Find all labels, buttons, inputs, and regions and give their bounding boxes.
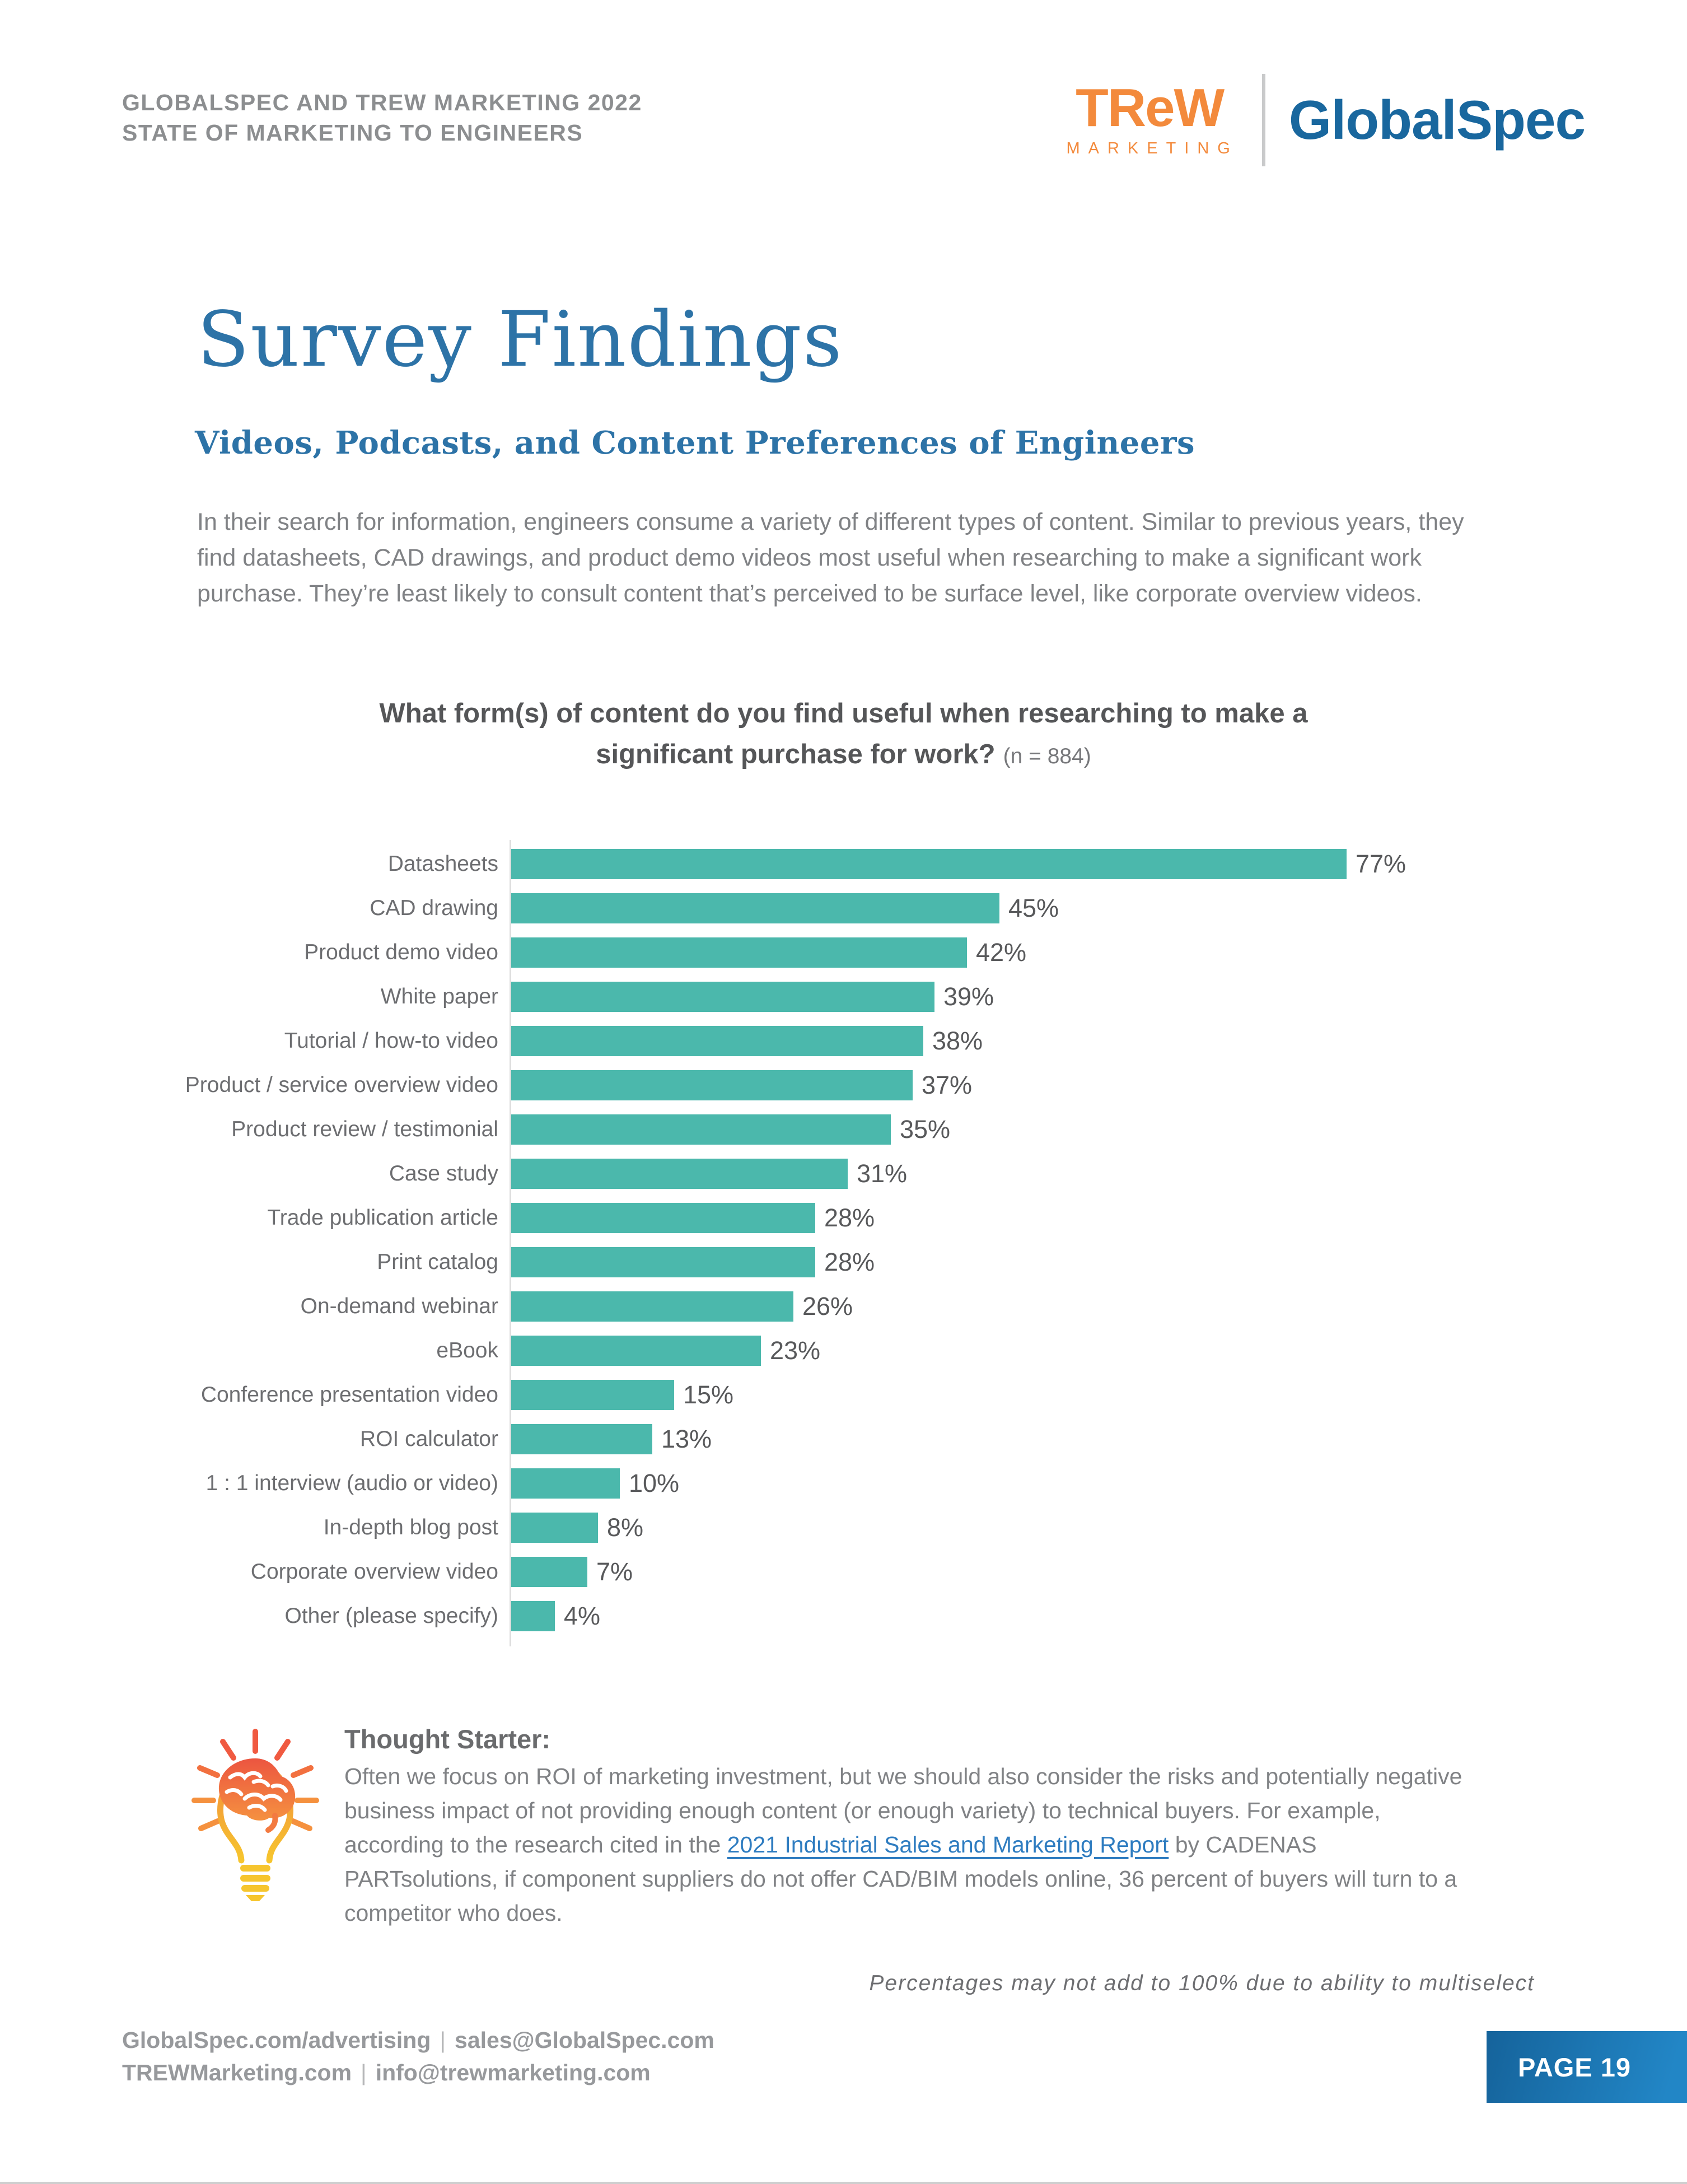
bar-value-label: 77% bbox=[1356, 849, 1406, 878]
bar-track bbox=[510, 1557, 633, 1587]
trew-wordmark: TReW bbox=[1076, 78, 1224, 138]
bar-category-label: White paper bbox=[380, 984, 498, 1009]
chart-row bbox=[175, 1196, 1575, 1240]
bar-category-label: On-demand webinar bbox=[300, 1294, 498, 1318]
bar bbox=[511, 1026, 923, 1056]
chart-row bbox=[175, 1461, 1575, 1505]
chart-row bbox=[175, 974, 1575, 1019]
bar-track bbox=[510, 982, 994, 1012]
bar-value-label: 35% bbox=[900, 1114, 951, 1144]
chart-row bbox=[175, 1107, 1575, 1151]
bar bbox=[511, 1336, 761, 1366]
bar-value-label: 13% bbox=[661, 1424, 712, 1453]
bar-track bbox=[510, 1601, 600, 1631]
bar bbox=[511, 1513, 598, 1543]
bar-chart bbox=[175, 840, 1575, 1649]
bar-category-label: Tutorial / how-to video bbox=[284, 1028, 498, 1053]
globalspec-advertising-link[interactable]: GlobalSpec.com/advertising bbox=[122, 2027, 431, 2053]
intro-paragraph: In their search for information, engineers consume a variety of different types of content. Similar to previous years, they find datasheets, CAD drawings, and product demo videos most useful when researching to make a significant work purchase. They’re least likely to consult content that’s perceived to be surface level, like corporate overview videos. bbox=[197, 508, 1464, 607]
chart-title-line2-text: significant purchase for work? bbox=[596, 739, 996, 769]
bar bbox=[511, 1247, 815, 1277]
bar-value-label: 38% bbox=[932, 1026, 983, 1055]
globalspec-logo: GlobalSpec bbox=[1288, 89, 1585, 151]
bar-track bbox=[510, 1114, 950, 1145]
bar-value-label: 23% bbox=[770, 1336, 821, 1365]
bar-category-label: Conference presentation video bbox=[200, 1382, 498, 1407]
chart-row bbox=[175, 1284, 1575, 1328]
bar-track bbox=[510, 1513, 643, 1543]
bar-value-label: 45% bbox=[1008, 893, 1059, 922]
bar-track bbox=[510, 1424, 712, 1454]
bar-value-label: 7% bbox=[596, 1557, 633, 1586]
bar-value-label: 28% bbox=[824, 1247, 875, 1276]
chart-title bbox=[0, 693, 1687, 777]
thought-starter-text-after: by CADENAS PARTsolutions, if component suppliers do not offer CAD/BIM models online, 36 percent of buyers will turn to a competitor who does. bbox=[344, 1832, 1457, 1926]
bar-category-label: Other (please specify) bbox=[284, 1603, 498, 1628]
bar-track bbox=[510, 1247, 875, 1277]
bar-track bbox=[510, 849, 1406, 879]
brain-shape bbox=[219, 1758, 295, 1830]
trew-marketing-label: MARKETING bbox=[1066, 139, 1239, 157]
report-header-line1: GLOBALSPEC AND TREW MARKETING 2022 bbox=[122, 90, 642, 115]
footer-line1 bbox=[122, 2024, 714, 2056]
footer-links bbox=[122, 2024, 714, 2089]
chart-axis-line bbox=[510, 840, 511, 1646]
page-subtitle: Videos, Podcasts, and Content Preferences of Engineers bbox=[195, 424, 1195, 461]
chart-row bbox=[175, 1019, 1575, 1063]
report-header-line2: STATE OF MARKETING TO ENGINEERS bbox=[122, 120, 583, 146]
bar bbox=[511, 1070, 913, 1100]
bar-value-label: 42% bbox=[976, 937, 1027, 967]
thought-starter-heading: Thought Starter: bbox=[344, 1724, 551, 1754]
page-number-label: PAGE 19 bbox=[1518, 2052, 1632, 2082]
lightbulb-brain-icon bbox=[190, 1726, 320, 1903]
globalspec-sales-email-link[interactable]: sales@GlobalSpec.com bbox=[455, 2027, 714, 2053]
bar-value-label: 37% bbox=[922, 1070, 973, 1099]
bar-value-label: 26% bbox=[802, 1291, 853, 1320]
bar bbox=[511, 1291, 793, 1322]
bar-category-label: Print catalog bbox=[377, 1249, 498, 1274]
trew-marketing-logo bbox=[1060, 78, 1239, 158]
bar-track bbox=[510, 1468, 679, 1499]
bar-value-label: 31% bbox=[857, 1159, 908, 1188]
trewmarketing-email-link[interactable]: info@trewmarketing.com bbox=[375, 2060, 651, 2085]
chart-row bbox=[175, 1417, 1575, 1461]
sample-size-note: (n = 884) bbox=[1003, 744, 1091, 768]
logo-block bbox=[1060, 74, 1585, 166]
bar-track bbox=[510, 1203, 875, 1233]
report-header bbox=[122, 87, 642, 148]
bar-value-label: 8% bbox=[607, 1513, 644, 1542]
bar-category-label: Product review / testimonial bbox=[231, 1117, 498, 1141]
bar-category-label: In-depth blog post bbox=[323, 1515, 498, 1539]
thought-starter-body bbox=[344, 1760, 1464, 1930]
bar-track bbox=[510, 1291, 853, 1322]
bar-category-label: Product demo video bbox=[304, 940, 498, 964]
chart-row bbox=[175, 1550, 1575, 1594]
bar bbox=[511, 982, 934, 1012]
footer-line2 bbox=[122, 2056, 714, 2089]
chart-row bbox=[175, 1240, 1575, 1284]
bar-value-label: 10% bbox=[629, 1468, 680, 1497]
page-title: Survey Findings bbox=[197, 296, 843, 384]
bar-category-label: Corporate overview video bbox=[250, 1559, 498, 1584]
bar bbox=[511, 937, 967, 968]
bar-track bbox=[510, 1159, 907, 1189]
bar bbox=[511, 893, 999, 923]
bar-category-label: Datasheets bbox=[387, 851, 498, 876]
footer-separator: | bbox=[440, 2027, 446, 2053]
trewmarketing-link[interactable]: TREWMarketing.com bbox=[122, 2060, 352, 2085]
bar bbox=[511, 1159, 848, 1189]
bar bbox=[511, 1380, 674, 1410]
bar bbox=[511, 1557, 587, 1587]
bar-track bbox=[510, 1380, 733, 1410]
chart-footnote: Percentages may not add to 100% due to ability to multiselect bbox=[869, 1971, 1535, 1995]
bar-category-label: 1 : 1 interview (audio or video) bbox=[205, 1471, 498, 1495]
bar-category-label: Trade publication article bbox=[267, 1205, 498, 1230]
bar-track bbox=[510, 1070, 972, 1100]
bar-value-label: 4% bbox=[564, 1601, 601, 1630]
bar-category-label: ROI calculator bbox=[359, 1426, 498, 1451]
chart-row bbox=[175, 1151, 1575, 1196]
bar-category-label: Product / service overview video bbox=[185, 1072, 498, 1097]
bar-category-label: eBook bbox=[436, 1338, 498, 1362]
bar-value-label: 39% bbox=[943, 982, 994, 1011]
chart-row bbox=[175, 930, 1575, 974]
bar bbox=[511, 1203, 815, 1233]
report-link[interactable]: 2021 Industrial Sales and Marketing Report bbox=[727, 1832, 1169, 1858]
chart-row bbox=[175, 1063, 1575, 1107]
bar bbox=[511, 1424, 652, 1454]
chart-row bbox=[175, 886, 1575, 930]
chart-row bbox=[175, 1373, 1575, 1417]
bar-track bbox=[510, 893, 1059, 923]
chart-title-line1: What form(s) of content do you find useful when researching to make a bbox=[379, 698, 1308, 729]
bar-category-label: Case study bbox=[389, 1161, 498, 1186]
bar bbox=[511, 1468, 620, 1499]
chart-row bbox=[175, 1594, 1575, 1638]
bar-value-label: 28% bbox=[824, 1203, 875, 1232]
bar-track bbox=[510, 937, 1026, 968]
chart-title-line2 bbox=[0, 734, 1687, 777]
chart-row bbox=[175, 1505, 1575, 1550]
bar bbox=[511, 1114, 891, 1145]
bar-value-label: 15% bbox=[683, 1380, 734, 1409]
bar-track bbox=[510, 1336, 820, 1366]
bar bbox=[511, 849, 1347, 879]
thought-starter-text-before: Often we focus on ROI of marketing investment, but we should also consider the risks and potentially negative business impact of not providing enough content (or enough variety) to technical buyers. For example, according to the research cited in the bbox=[344, 1763, 1462, 1858]
page-number-badge bbox=[1487, 2031, 1687, 2103]
chart-row bbox=[175, 1328, 1575, 1373]
chart-rows bbox=[175, 840, 1575, 1638]
footer-separator: | bbox=[361, 2060, 367, 2085]
bulb-base bbox=[240, 1865, 270, 1901]
bar-category-label: CAD drawing bbox=[370, 895, 498, 920]
logo-divider bbox=[1262, 74, 1265, 166]
bar-track bbox=[510, 1026, 983, 1056]
chart-row bbox=[175, 842, 1575, 886]
bar bbox=[511, 1601, 555, 1631]
